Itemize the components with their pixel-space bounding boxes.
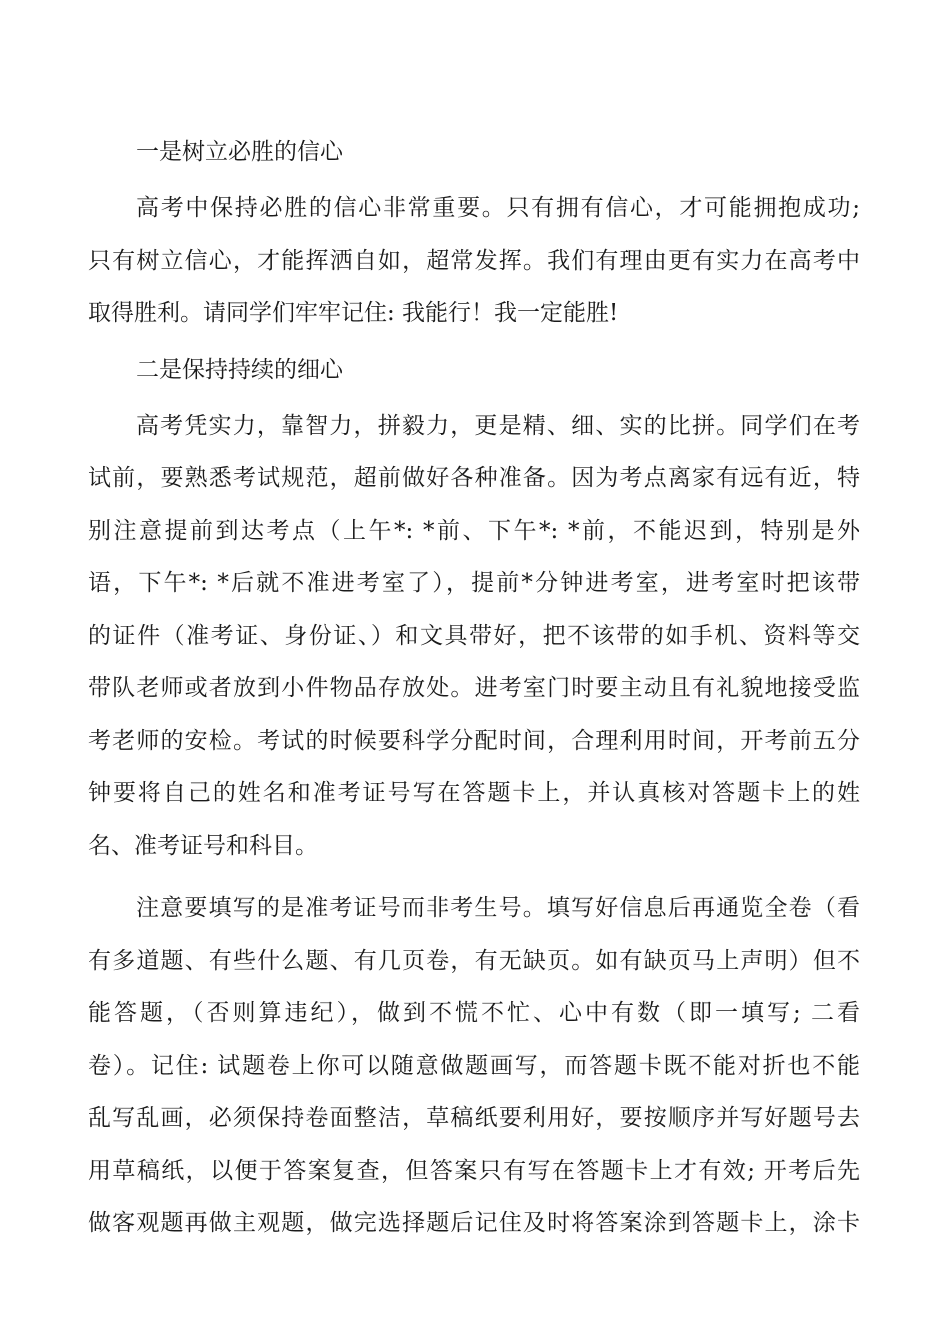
- section-heading-carefulness: 二是保持持续的细心: [136, 356, 343, 383]
- text-line: 语，下午*: *后就不准进考室了），提前*分钟进考室，进考室时把该带: [88, 570, 860, 596]
- text-line: 高考凭实力，靠智力，拼毅力，更是精、细、实的比拼。同学们在考: [136, 412, 860, 439]
- section-heading-confidence: 一是树立必胜的信心: [136, 139, 343, 165]
- text-line: 有多道题、有些什么题、有几页卷，有无缺页。如有缺页马上声明）但不: [88, 947, 860, 974]
- text-line: 卷）。记住: 试题卷上你可以随意做题画写，而答题卡既不能对折也不能: [88, 1052, 860, 1079]
- text-line: 能答题，（否则算违纪），做到不慌不忙、心中有数（即一填写; 二看: [88, 1000, 860, 1026]
- paragraph-answer-sheet: [88, 882, 860, 1250]
- text-line: 试前，要熟悉考试规范，超前做好各种准备。因为考点离家有远有近，特: [88, 465, 860, 491]
- text-line: 考老师的安检。考试的时候要科学分配时间，合理利用时间，开考前五分: [88, 727, 860, 754]
- text-line: 高考中保持必胜的信心非常重要。只有拥有信心，才可能拥抱成功;: [136, 195, 860, 221]
- text-line: 的证件（准考证、身份证、）和文具带好，把不该带的如手机、资料等交: [88, 622, 860, 649]
- text-line: 用草稿纸，以便于答案复查，但答案只有写在答题卡上才有效; 开考后先: [88, 1157, 860, 1184]
- text-line: 名、准考证号和科目。: [88, 832, 318, 859]
- paragraph-carefulness: [88, 400, 860, 873]
- text-line: 注意要填写的是准考证号而非考生号。填写好信息后再通览全卷（看: [136, 895, 860, 921]
- text-line: 乱写乱画，必须保持卷面整洁，草稿纸要利用好，要按顺序并写好题号去: [88, 1105, 860, 1131]
- text-line: 做客观题再做主观题，做完选择题后记住及时将答案涂到答题卡上，涂卡: [88, 1210, 860, 1236]
- text-line: 取得胜利。请同学们牢牢记住: 我能行！我一定能胜!: [88, 300, 619, 326]
- paragraph-confidence: [88, 182, 860, 340]
- document-page: [88, 126, 860, 1250]
- text-line: 带队老师或者放到小件物品存放处。进考室门时要主动且有礼貌地接受监: [88, 675, 860, 701]
- text-line: 只有树立信心，才能挥洒自如，超常发挥。我们有理由更有实力在高考中: [88, 247, 860, 274]
- text-line: 钟要将自己的姓名和准考证号写在答题卡上，并认真核对答题卡上的姓: [88, 780, 860, 806]
- text-line: 别注意提前到达考点（上午*: *前、下午*: *前，不能迟到，特别是外: [88, 517, 860, 544]
